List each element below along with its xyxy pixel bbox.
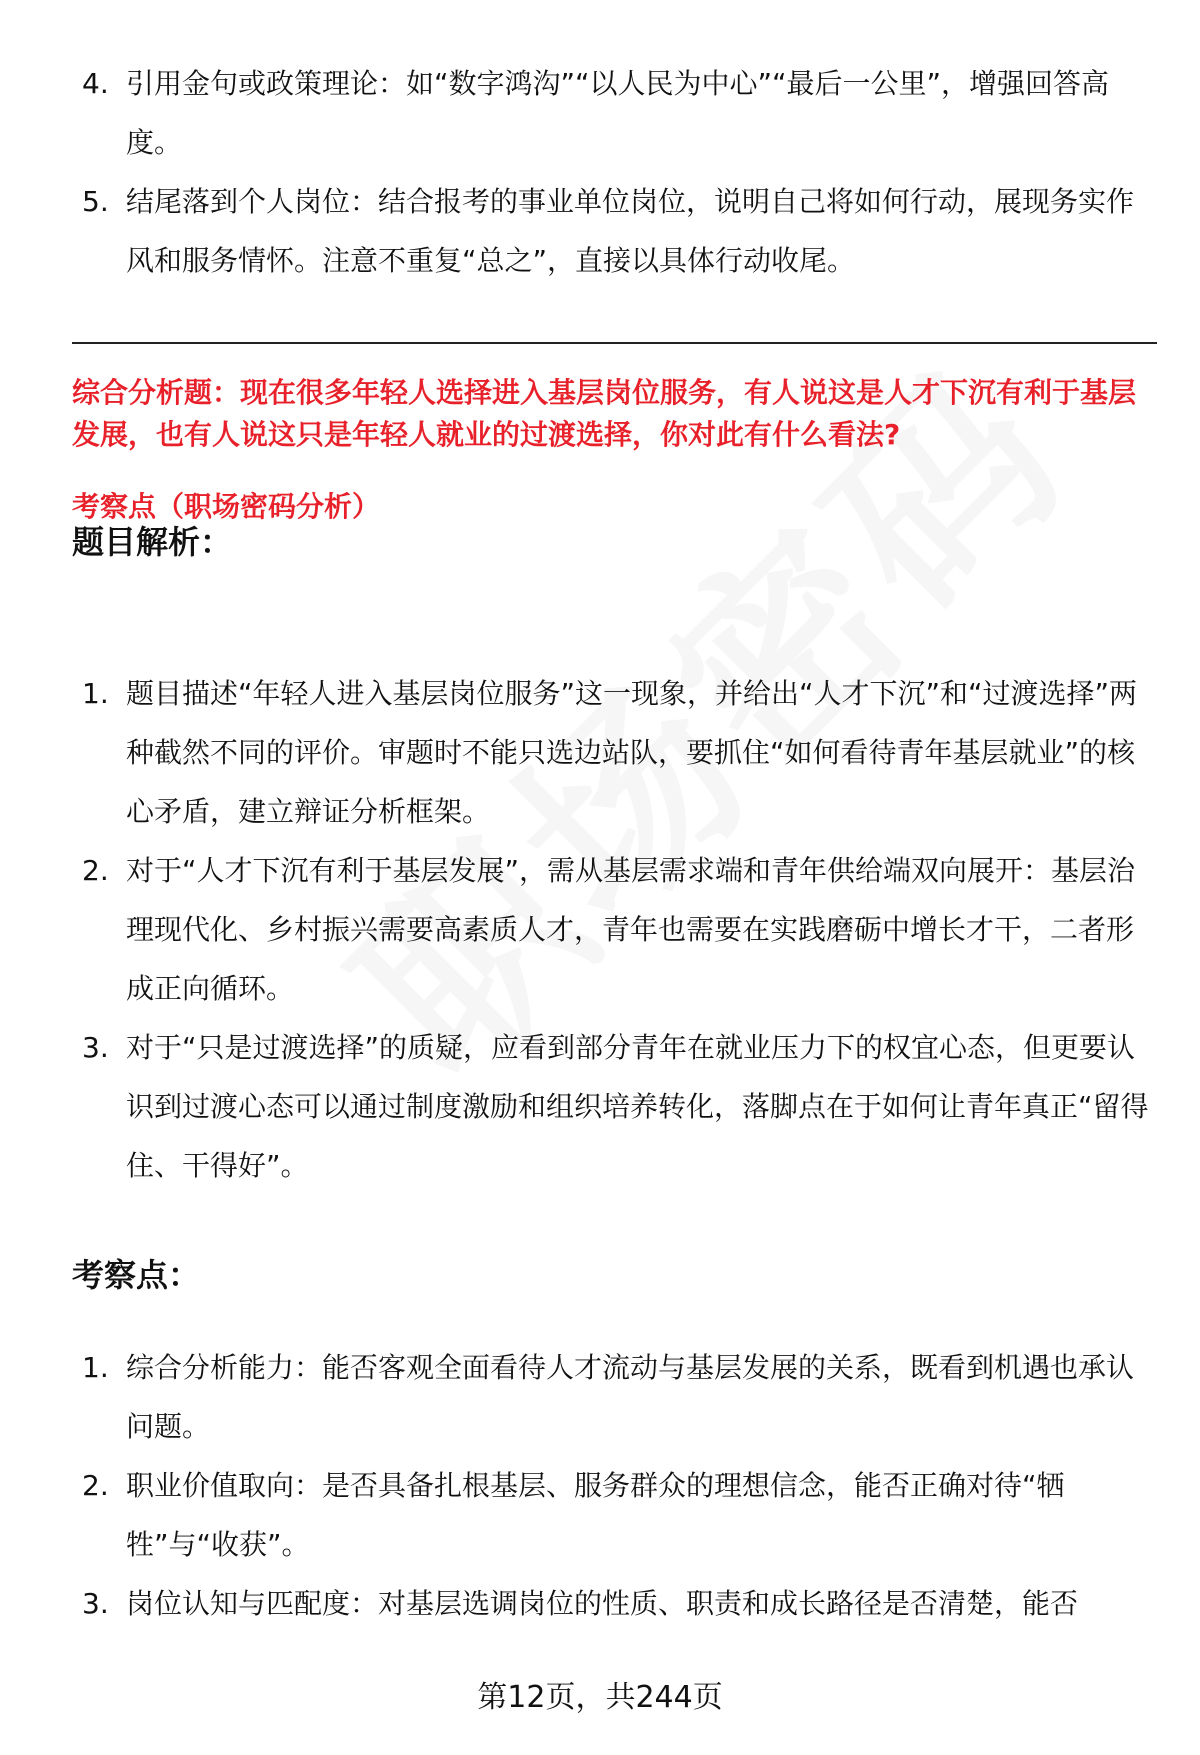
list-item bbox=[72, 664, 1152, 841]
list-text: 对于“人才下沉有利于基层发展”，需从基层需求端和青年供给端双向展开：基层治理现代化、乡村振兴需要高素质人才，青年也需要在实践磨砺中增长才干，二者形成正向循环。 bbox=[126, 854, 1136, 1005]
list-item bbox=[72, 1018, 1152, 1195]
list-text: 结尾落到个人岗位：结合报考的事业单位岗位，说明自己将如何行动，展现务实作风和服务情怀。注意不重复“总之”，直接以具体行动收尾。 bbox=[126, 185, 1135, 277]
list-number: 5. bbox=[82, 185, 109, 218]
list-item bbox=[72, 1456, 1152, 1574]
list-text: 岗位认知与匹配度：对基层选调岗位的性质、职责和成长路径是否清楚，能否 bbox=[126, 1587, 1079, 1620]
list-number: 1. bbox=[82, 1351, 109, 1384]
focus-heading: 考察点： bbox=[72, 1256, 201, 1294]
list-number: 3. bbox=[82, 1031, 109, 1064]
page-number: 第12页，共244页 bbox=[477, 1680, 723, 1715]
list-item bbox=[72, 1574, 1152, 1633]
continued-list bbox=[72, 54, 1152, 290]
analysis-list bbox=[72, 664, 1152, 1195]
focus-label: 考察点（职场密码分析） bbox=[72, 490, 381, 523]
list-text: 综合分析能力：能否客观全面看待人才流动与基层发展的关系，既看到机遇也承认问题。 bbox=[126, 1351, 1135, 1443]
list-text: 引用金句或政策理论：如“数字鸿沟”“以人民为中心”“最后一公里”，增强回答高度。 bbox=[126, 67, 1110, 159]
list-item bbox=[72, 172, 1152, 290]
list-item bbox=[72, 841, 1152, 1018]
analysis-heading: 题目解析： bbox=[72, 523, 233, 561]
list-item bbox=[72, 54, 1152, 172]
section-divider bbox=[72, 342, 1157, 344]
list-text: 题目描述“年轻人进入基层岗位服务”这一现象，并给出“人才下沉”和“过渡选择”两种截然不同的评价。审题时不能只选边站队，要抓住“如何看待青年基层就业”的核心矛盾，建立辩证分析框架。 bbox=[126, 677, 1138, 828]
list-item bbox=[72, 1338, 1152, 1456]
list-number: 1. bbox=[82, 677, 109, 710]
question-title: 综合分析题：现在很多年轻人选择进入基层岗位服务，有人说这是人才下沉有利于基层发展，也有人说这只是年轻人就业的过渡选择，你对此有什么看法? bbox=[72, 376, 1137, 451]
list-number: 2. bbox=[82, 854, 109, 887]
list-number: 4. bbox=[82, 67, 109, 100]
list-number: 3. bbox=[82, 1587, 109, 1620]
list-text: 对于“只是过渡选择”的质疑，应看到部分青年在就业压力下的权宜心态，但更要认识到过渡心态可以通过制度激励和组织培养转化，落脚点在于如何让青年真正“留得住、干得好”。 bbox=[126, 1031, 1149, 1182]
focus-list bbox=[72, 1338, 1152, 1633]
list-number: 2. bbox=[82, 1469, 109, 1502]
list-text: 职业价值取向：是否具备扎根基层、服务群众的理想信念，能否正确对待“牺牲”与“收获”。 bbox=[126, 1469, 1065, 1561]
